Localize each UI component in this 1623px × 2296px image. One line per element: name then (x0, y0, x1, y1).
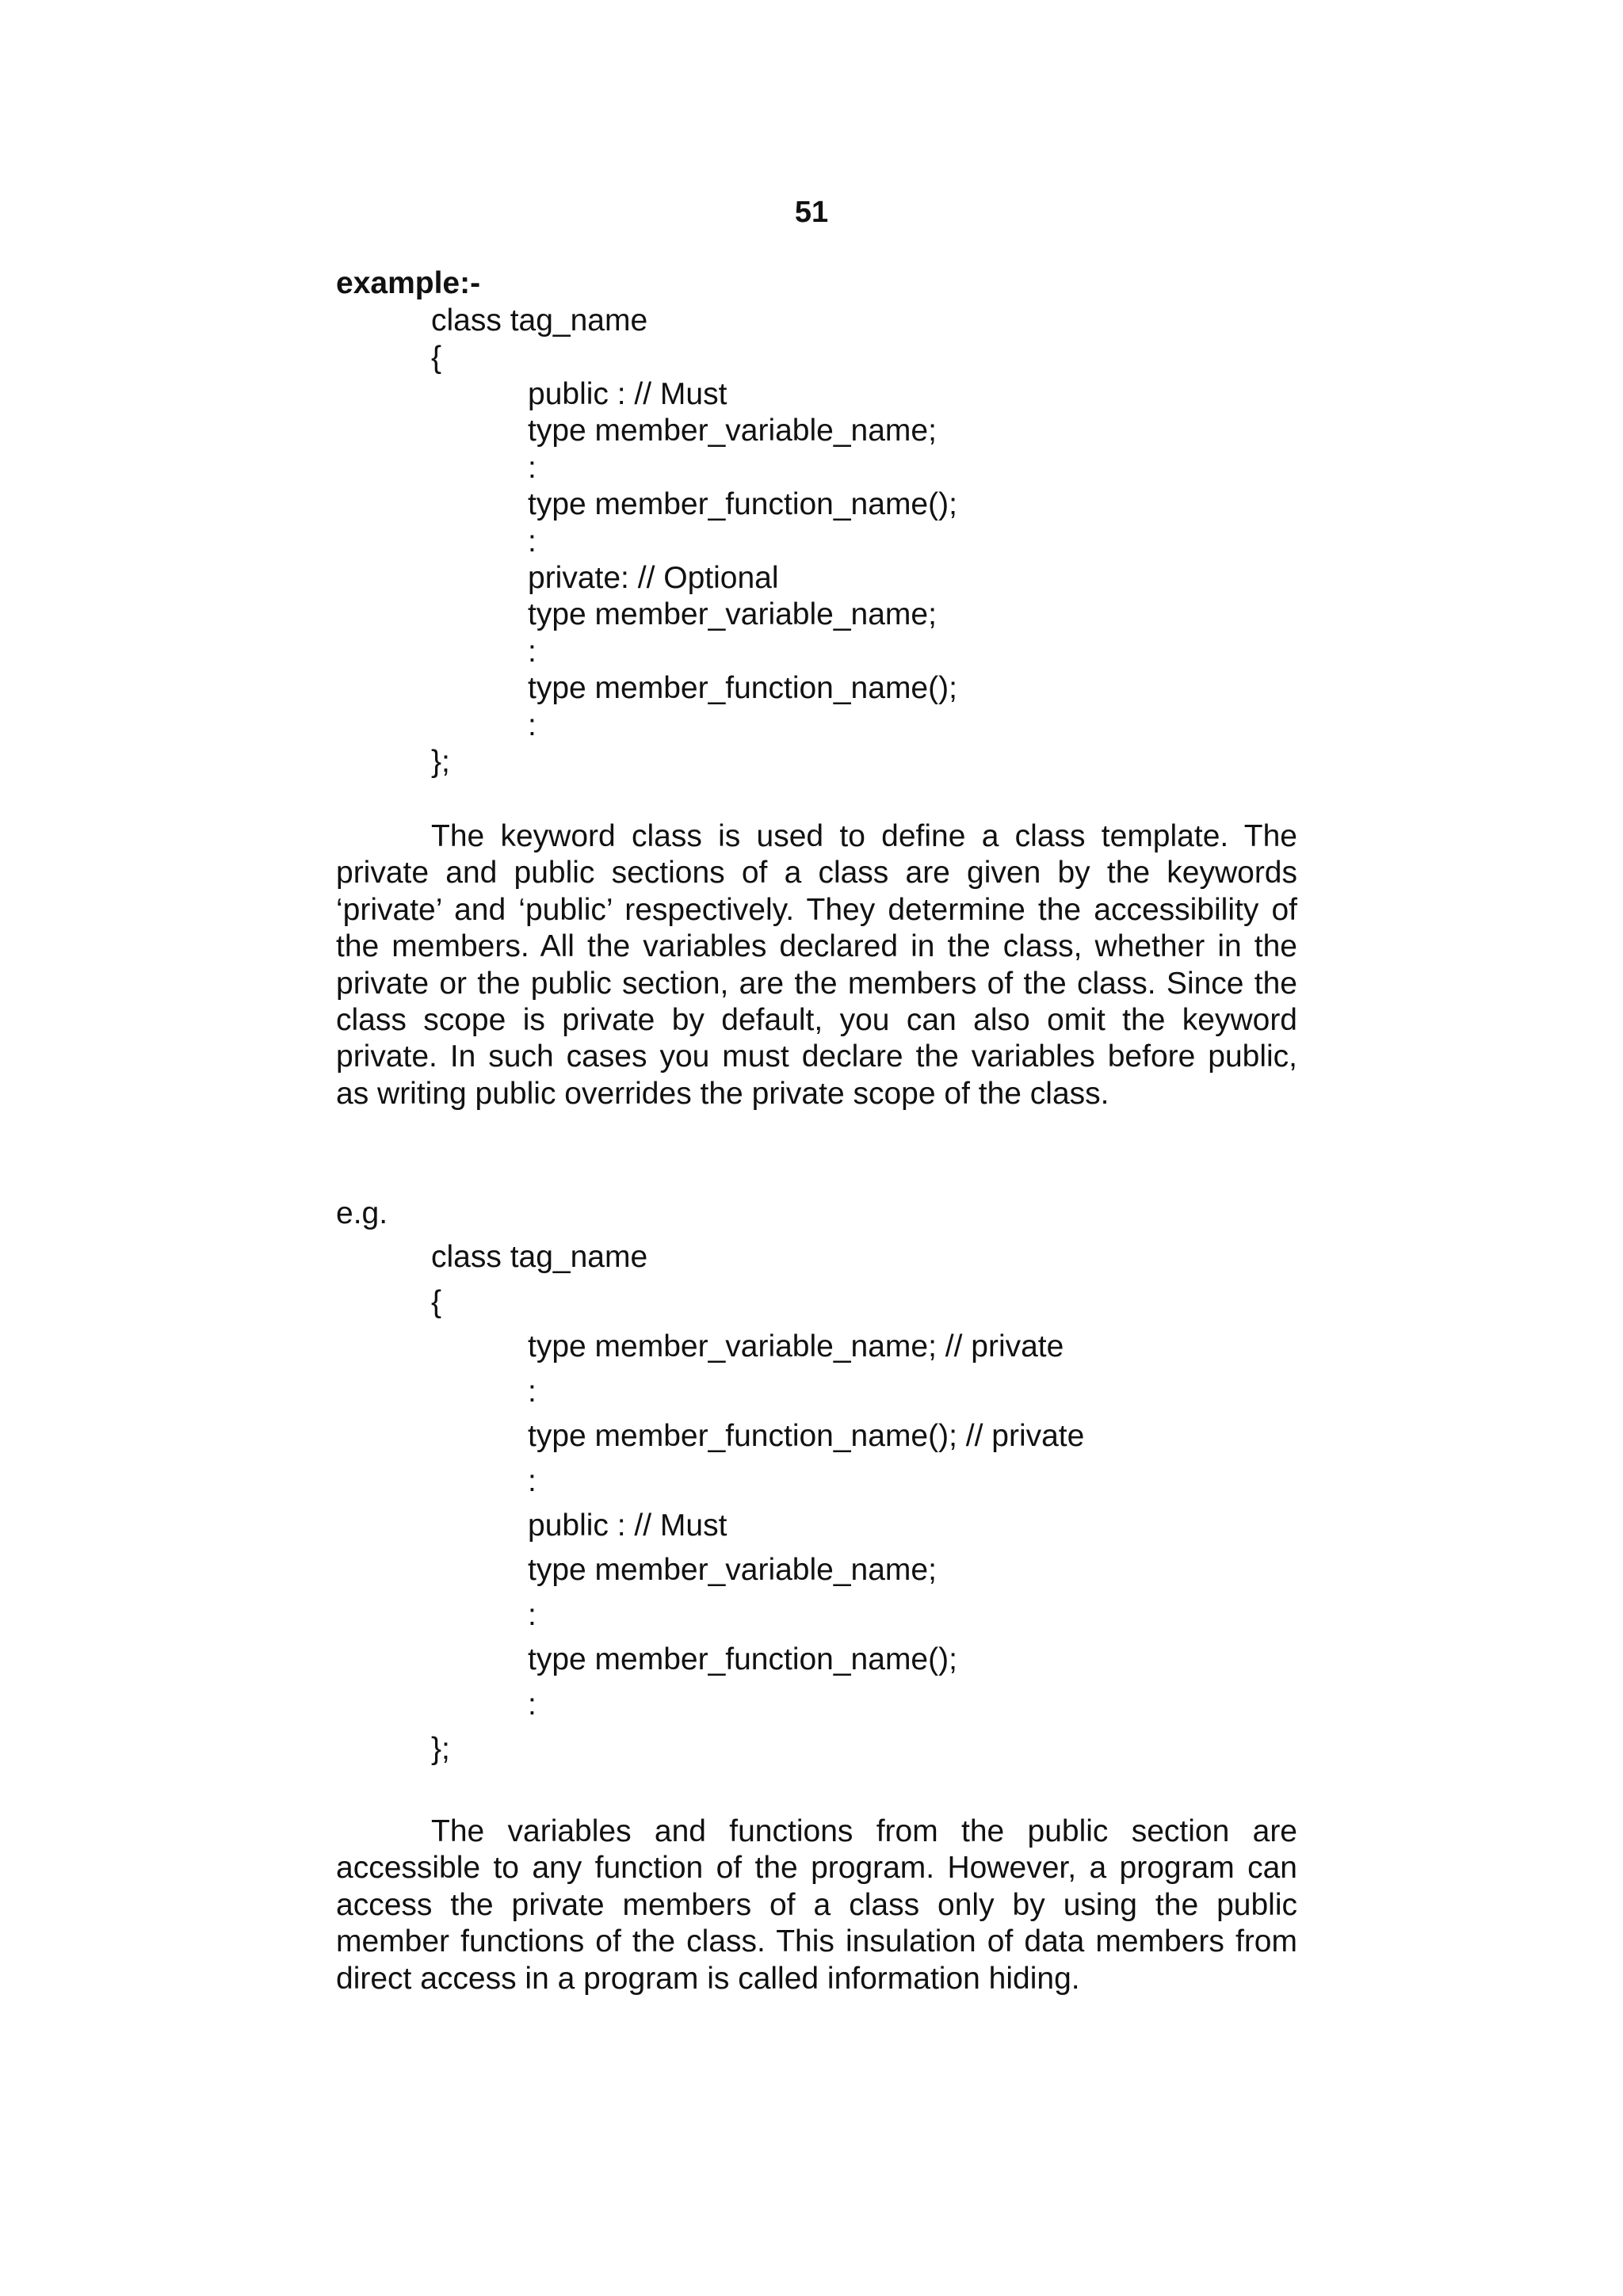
body-paragraph (336, 1814, 1297, 1997)
code-line: class tag_name (431, 1240, 648, 1274)
code-line: public : // Must (528, 377, 727, 411)
code-line: type member_function_name(); (528, 1642, 957, 1676)
eg-label: e.g. (336, 1196, 388, 1230)
page-number: 51 (794, 196, 829, 229)
code-line: : (528, 708, 537, 742)
code-line: class tag_name (431, 303, 648, 338)
code-line: : (528, 1375, 537, 1409)
code-line: type member_variable_name; (528, 1553, 937, 1587)
code-line: type member_variable_name; (528, 414, 937, 448)
code-line: type member_function_name(); // private (528, 1419, 1085, 1453)
code-line: : (528, 1598, 537, 1632)
example-heading: example:- (336, 266, 481, 300)
code-line: { (431, 1285, 442, 1319)
code-line: }; (431, 1732, 450, 1766)
code-line: private: // Optional (528, 561, 779, 595)
code-line: type member_function_name(); (528, 487, 957, 521)
code-line: public : // Must (528, 1508, 727, 1543)
code-line: : (528, 1688, 537, 1722)
code-line: : (528, 451, 537, 485)
body-paragraph (336, 818, 1297, 1112)
code-line: { (431, 341, 442, 375)
code-line: type member_variable_name; (528, 597, 937, 631)
code-line: : (528, 635, 537, 669)
paragraph-text: The keyword class is used to define a class template. The private and public sections of a class are given by the keywords ‘private’ and ‘public’ respectively. They determine the accessibility of the members. All the variables declared in the class, whether in the private or the public section, are the members of the class. Since the class scope is private by default, you can also omit the keyword private. In such cases you must declare the variables before public, as writing public overrides the private scope of the class. (336, 819, 1297, 1111)
code-line: }; (431, 745, 450, 779)
paragraph-text: The variables and functions from the public section are accessible to any function of the program. However, a program can access the private members of a class only by using the public member functions of the class. This insulation of data members from direct access in a program is called information hiding. (336, 1814, 1297, 1996)
code-line: : (528, 524, 537, 559)
code-line: : (528, 1464, 537, 1498)
code-line: type member_function_name(); (528, 671, 957, 705)
code-line: type member_variable_name; // private (528, 1329, 1064, 1363)
